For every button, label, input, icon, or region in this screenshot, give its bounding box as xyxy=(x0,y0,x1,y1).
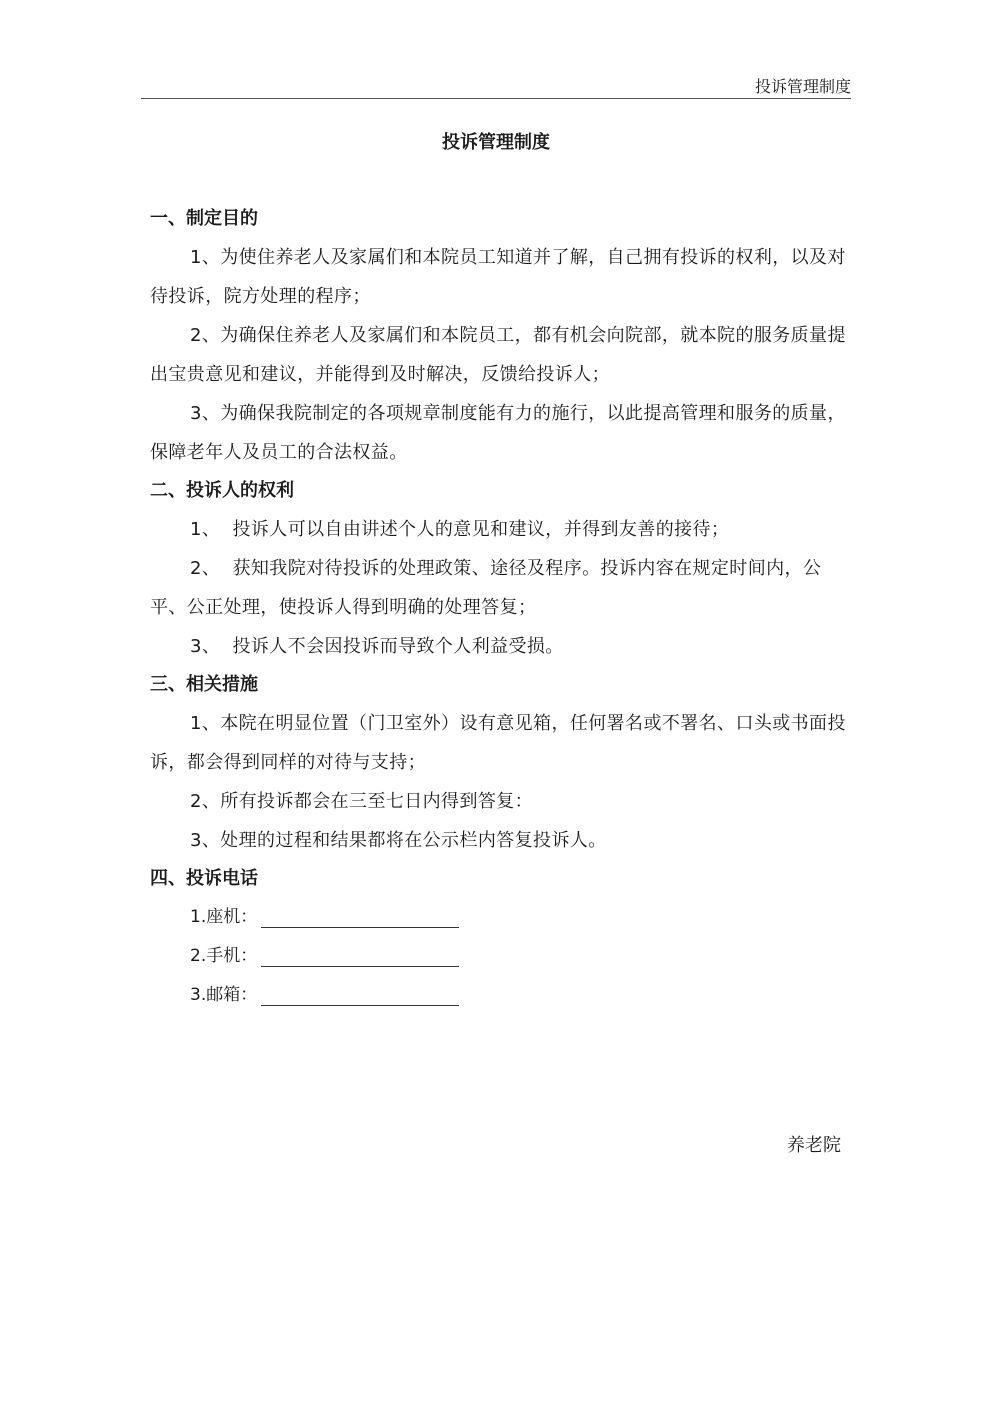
section-heading-measures: 三、相关措施 xyxy=(150,674,258,695)
mobile-blank[interactable] xyxy=(261,946,459,967)
field-label: 3.邮箱： xyxy=(190,985,258,1005)
paragraph: 3、为确保我院制定的各项规章制度能有力的施行，以此提高管理和服务的质量，保障老年人及员工的合法权益。 xyxy=(150,403,846,463)
landline-field xyxy=(150,898,850,937)
section-heading-purpose: 一、制定目的 xyxy=(150,208,258,229)
paragraph: 1、本院在明显位置（门卫室外）设有意见箱，任何署名或不署名、口头或书面投诉，都会得到同样的对待与支持； xyxy=(150,713,846,773)
email-blank[interactable] xyxy=(261,985,459,1006)
field-label: 1.座机： xyxy=(190,907,258,927)
paragraph: 3、处理的过程和结果都将在公示栏内答复投诉人。 xyxy=(190,830,607,851)
landline-blank[interactable] xyxy=(261,907,459,928)
section-heading-rights: 二、投诉人的权利 xyxy=(150,480,294,501)
paragraph: 1、 投诉人可以自由讲述个人的意见和建议，并得到友善的接待； xyxy=(190,519,730,540)
document-title: 投诉管理制度 xyxy=(442,132,550,153)
header-title: 投诉管理制度 xyxy=(754,77,851,96)
page-header xyxy=(141,70,851,99)
signature: 养老院 xyxy=(787,1135,841,1156)
paragraph: 3、 投诉人不会因投诉而导致个人利益受损。 xyxy=(190,636,564,657)
paragraph: 2、 获知我院对待投诉的处理政策、途径及程序。投诉内容在规定时间内，公平、公正处理，使投诉人得到明确的处理答复； xyxy=(150,558,822,618)
field-label: 2.手机： xyxy=(190,946,258,966)
section-heading-phone: 四、投诉电话 xyxy=(150,868,258,889)
email-field xyxy=(150,976,850,1015)
mobile-field xyxy=(150,937,850,976)
paragraph: 2、所有投诉都会在三至七日内得到答复： xyxy=(190,791,534,812)
document-body xyxy=(150,200,850,1015)
paragraph: 1、为使住养老人及家属们和本院员工知道并了解，自己拥有投诉的权利，以及对待投诉，院方处理的程序； xyxy=(150,247,846,307)
paragraph: 2、为确保住养老人及家属们和本院员工，都有机会向院部，就本院的服务质量提出宝贵意见和建议，并能得到及时解决，反馈给投诉人； xyxy=(150,325,846,385)
